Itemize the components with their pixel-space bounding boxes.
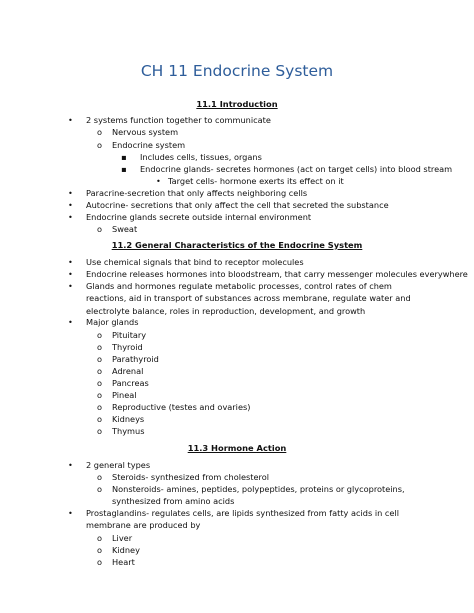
bullet-marker: • xyxy=(68,200,73,210)
list-item: Reproductive (testes and ovaries) xyxy=(112,402,251,412)
list-item: Parathyroid xyxy=(112,354,159,364)
list-item: Endocrine glands- secretes hormones (act on target cells) into blood stream xyxy=(140,164,453,174)
list-item: Steroids- synthesized from cholesterol xyxy=(112,472,269,482)
bullet-marker: • xyxy=(68,269,73,279)
list-item: Kidneys xyxy=(112,414,145,424)
list-item: Prostaglandins- regulates cells, are lipids synthesized from fatty acids in cell membrane are produced by xyxy=(86,508,399,531)
list-item: Glands and hormones regulate metabolic processes, control rates of chem reactions, aid in transport of substances across membrane, regulate water and electrolyte balance, roles in reproduction, development, and growth xyxy=(86,281,411,316)
list-item: Adrenal xyxy=(112,366,144,376)
list-item: Endocrine glands secrete outside internal environment xyxy=(86,212,312,222)
list-item: Pineal xyxy=(112,390,137,400)
circle-marker: o xyxy=(97,354,103,364)
circle-marker: o xyxy=(97,414,103,424)
list-item: Thyroid xyxy=(112,342,143,352)
circle-marker: o xyxy=(97,484,103,494)
circle-marker: o xyxy=(97,330,103,340)
circle-marker: o xyxy=(97,545,103,555)
bullet-marker: • xyxy=(68,188,73,198)
list-item: Nonsteroids- amines, peptides, polypeptides, proteins or glycoproteins, synthesized from amino acids xyxy=(112,484,405,507)
circle-marker: o xyxy=(97,390,103,400)
list-item: Thymus xyxy=(112,426,145,436)
bullet-marker: • xyxy=(68,281,73,291)
bullet-marker: • xyxy=(68,115,73,125)
section-heading-introduction: 11.1 Introduction xyxy=(196,99,278,109)
list-item: Includes cells, tissues, organs xyxy=(140,152,262,162)
circle-marker: o xyxy=(97,557,103,567)
list-item: Nervous system xyxy=(112,127,179,137)
square-marker: ▪ xyxy=(121,152,127,162)
list-item: 2 systems function together to communicate xyxy=(86,115,271,125)
circle-marker: o xyxy=(97,426,103,436)
list-item: Pituitary xyxy=(112,330,147,340)
bullet-marker: • xyxy=(156,176,161,186)
bullet-marker: • xyxy=(68,212,73,222)
circle-marker: o xyxy=(97,342,103,352)
list-item: Pancreas xyxy=(112,378,149,388)
list-item: Major glands xyxy=(86,317,139,327)
circle-marker: o xyxy=(97,472,103,482)
list-item: Heart xyxy=(112,557,135,567)
circle-marker: o xyxy=(97,378,103,388)
square-marker: ▪ xyxy=(121,164,127,174)
circle-marker: o xyxy=(97,402,103,412)
circle-marker: o xyxy=(97,224,103,234)
list-item: Autocrine- secretions that only affect the cell that secreted the substance xyxy=(86,200,389,210)
list-item: Liver xyxy=(112,533,133,543)
list-item: Endocrine system xyxy=(112,140,186,150)
bullet-marker: • xyxy=(68,317,73,327)
bullet-marker: • xyxy=(68,508,73,518)
list-item: Target cells- hormone exerts its effect on it xyxy=(168,176,344,186)
document-title: CH 11 Endocrine System xyxy=(140,62,334,80)
list-item: 2 general types xyxy=(86,460,151,470)
section-heading-general-characteristics: 11.2 General Characteristics of the Endocrine System xyxy=(111,240,363,250)
list-item: Paracrine-secretion that only affects neighboring cells xyxy=(86,188,308,198)
bullet-marker: • xyxy=(68,460,73,470)
circle-marker: o xyxy=(97,366,103,376)
circle-marker: o xyxy=(97,533,103,543)
list-item: Sweat xyxy=(112,224,138,234)
list-item: Endocrine releases hormones into bloodstream, that carry messenger molecules everywhere xyxy=(86,269,468,279)
circle-marker: o xyxy=(97,127,103,137)
circle-marker: o xyxy=(97,140,103,150)
section-heading-hormone-action: 11.3 Hormone Action xyxy=(187,443,287,453)
bullet-marker: • xyxy=(68,257,73,267)
list-item: Use chemical signals that bind to receptor molecules xyxy=(86,257,304,267)
list-item: Kidney xyxy=(112,545,140,555)
